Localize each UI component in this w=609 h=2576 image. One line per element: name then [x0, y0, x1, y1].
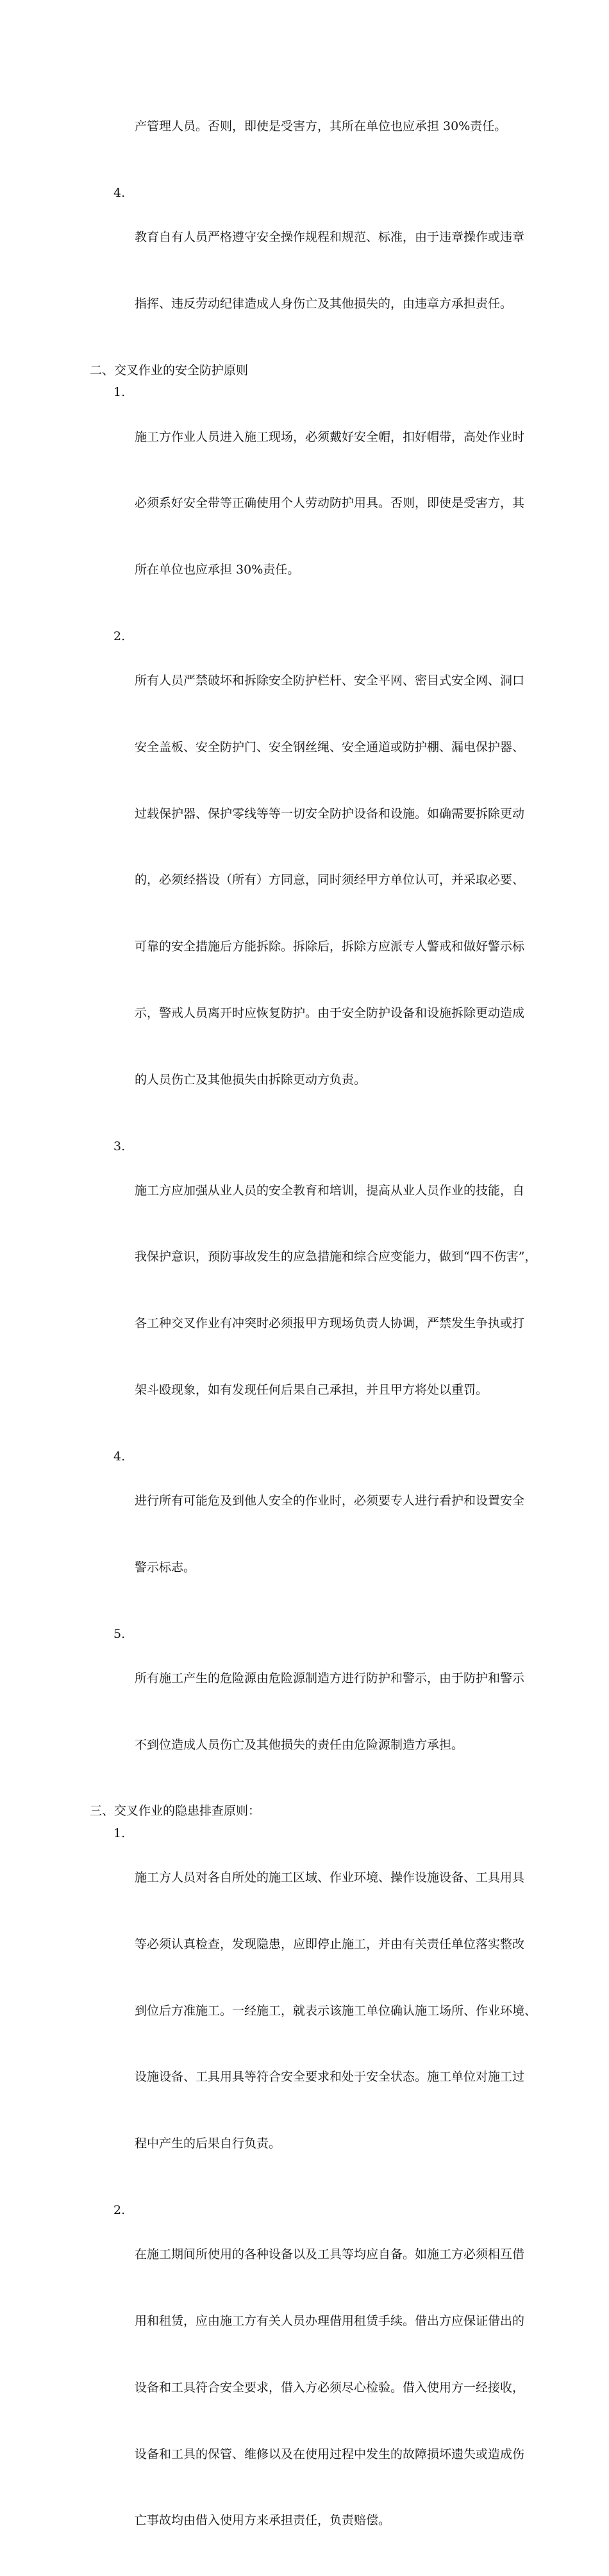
section-2-item-4 [90, 1446, 532, 1623]
text-line: 亡事故均由借入使用方来承担责任，负责赔偿。 [135, 2513, 391, 2528]
text-line: 设备和工具的保管、维修以及在使用过程中发生的故障损坏遗失或造成伤 [135, 2447, 525, 2461]
text-line: 各工种交叉作业有冲突时必须报甲方现场负责人协调，严禁发生争执或打 [135, 1316, 525, 1331]
section-2-heading: 二、交叉作业的安全防护原则 [90, 363, 249, 377]
item-text [135, 1623, 532, 1801]
text-line: 进行所有可能危及到他人安全的作业时，必须要专人进行看护和设置安全 [135, 1494, 525, 1508]
text-line: 安全盖板、安全防护门、安全钢丝绳、安全通道或防护棚、漏电保护器、 [135, 739, 525, 754]
text-line: 施工方作业人员进入施工现场，必须戴好安全帽，扣好帽带，高处作业时 [135, 429, 525, 444]
text-line: 等必须认真检查，发现隐患，应即停止施工，并由有关责任单位落实整改 [135, 1936, 525, 1951]
item-text [135, 1446, 532, 1623]
continued-paragraph [90, 71, 532, 182]
text-line: 设施设备、工具用具等符合安全要求和处于安全状态。施工单位对施工过 [135, 2070, 525, 2085]
section-2-item-2 [90, 625, 532, 1135]
item-text [135, 625, 532, 1135]
text-line: 过载保护器、保护零线等等一切安全防护设备和设施。如确需要拆除更动 [135, 806, 525, 821]
item-number: 1. [113, 385, 126, 400]
text-line: 所在单位也应承担 30%责任。 [135, 563, 300, 577]
item-text [135, 182, 532, 359]
text-line: 设备和工具符合安全要求，借入方必须尽心检验。借入使用方一经接收， [135, 2380, 525, 2395]
text-line: 教育自有人员严格遵守安全操作规程和规范、标准，由于违章操作或违章 [135, 230, 525, 245]
item-number: 3. [113, 1139, 126, 1153]
text-line: 的，必须经搭设（所有）方同意，同时须经甲方单位认可，并采取必要、 [135, 873, 525, 888]
text-line: 架斗殴现象，如有发现任何后果自己承担，并且甲方将处以重罚。 [135, 1383, 488, 1398]
section-2-item-1 [90, 381, 532, 625]
text-line: 所有施工产生的危险源由危险源制造方进行防护和警示，由于防护和警示 [135, 1671, 525, 1685]
text-line: 在施工期间所使用的各种设备以及工具等均应自备。如施工方必须相互借 [135, 2247, 525, 2262]
section-2-item-3 [90, 1135, 537, 1446]
text-line: 所有人员严禁破坏和拆除安全防护栏杆、安全平网、密目式安全网、洞口 [135, 673, 525, 688]
item-number: 1. [113, 1826, 126, 1840]
text-line: 可靠的安全措施后方能拆除。拆除后，拆除方应派专人警戒和做好警示标 [135, 939, 525, 954]
item-number: 4. [113, 1449, 126, 1464]
text-line: 指挥、违反劳动纪律造成人身伤亡及其他损失的，由违章方承担责任。 [135, 296, 513, 311]
document-body [90, 71, 537, 2576]
item-number: 5. [113, 1626, 126, 1641]
section-3-item-2 [90, 2199, 532, 2576]
text-line: 用和租赁，应由施工方有关人员办理借用租赁手续。借出方应保证借出的 [135, 2313, 525, 2328]
text-line: 的人员伤亡及其他损失由拆除更动方负责。 [135, 1072, 367, 1087]
item-text [135, 2199, 532, 2576]
text-line: 警示标志。 [135, 1560, 196, 1574]
text-line: 示，警戒人员离开时应恢复防护。由于安全防护设备和设施拆除更动造成 [135, 1005, 525, 1020]
section-3-heading: 三、交叉作业的隐患排查原则： [90, 1804, 261, 1819]
text-line: 施工方应加强从业人员的安全教育和培训，提高从业人员作业的技能，自 [135, 1183, 525, 1198]
item-number: 4. [113, 185, 126, 200]
item-text [135, 1822, 537, 2199]
section-2-item-5 [90, 1623, 532, 1801]
text-line: 产管理人员。否则，即使是受害方，其所在单位也应承担 30%责任。 [135, 119, 507, 134]
text-line: 必须系好安全带等正确使用个人劳动防护用具。否则，即使是受害方，其 [135, 496, 525, 511]
text-line: 施工方人员对各自所处的施工区域、作业环境、操作设施设备、工具用具 [135, 1870, 525, 1885]
text-line: 不到位造成人员伤亡及其他损失的责任由危险源制造方承担。 [135, 1737, 464, 1752]
item-text [135, 381, 532, 625]
text-line: 我保护意识，预防事故发生的应急措施和综合应变能力，做到“四不伤害”， [135, 1250, 537, 1264]
item-number: 2. [113, 2203, 126, 2217]
item-number: 2. [113, 629, 126, 643]
section-3-item-1 [90, 1822, 537, 2199]
text-line: 到位后方准施工。一经施工，就表示该施工单位确认施工场所、作业环境、 [135, 2003, 537, 2018]
list-item-4 [90, 182, 532, 359]
text-line: 程中产生的后果自行负责。 [135, 2136, 281, 2151]
item-text [135, 1135, 537, 1446]
